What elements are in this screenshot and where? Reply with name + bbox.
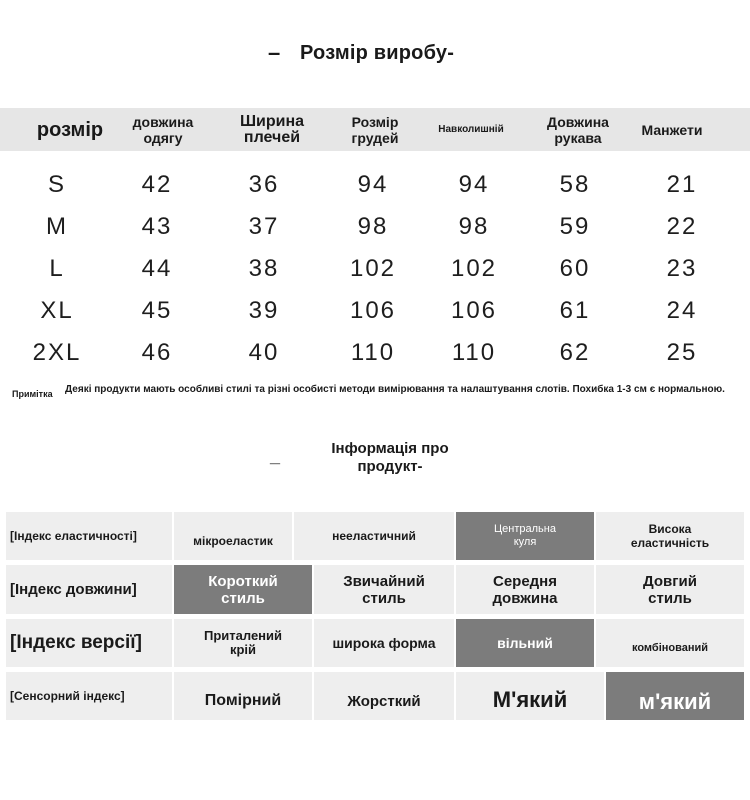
table-cell: 46: [141, 339, 173, 366]
table-cell: 37: [248, 213, 280, 240]
table-cell: 106: [450, 297, 498, 324]
header-shoulder: Ширина плечей: [239, 112, 305, 146]
table-row: [0, 332, 750, 374]
elasticity-index-row: [6, 512, 744, 560]
header-hem: Навколишній: [438, 123, 504, 135]
table-row: [0, 290, 750, 332]
table-row: [0, 248, 750, 290]
table-cell: 102: [450, 255, 498, 282]
table-cell: 106: [349, 297, 397, 324]
table-cell: 40: [248, 339, 280, 366]
header-sleeve: Довжина рукава: [547, 113, 609, 146]
row-label: [Індекс еластичності]: [6, 512, 172, 560]
row-label: [Індекс довжини]: [6, 565, 172, 614]
option-cell: Висока еластичність: [596, 512, 744, 560]
table-cell: 98: [458, 213, 490, 240]
length-index-row: [6, 565, 744, 614]
row-label: [Індекс версії]: [6, 619, 172, 667]
table-cell: 45: [141, 297, 173, 324]
option-cell-selected: Короткий стиль: [174, 565, 312, 614]
option-cell: Звичайний стиль: [314, 565, 454, 614]
table-cell: 98: [357, 213, 389, 240]
table-cell: 60: [559, 255, 591, 282]
option-cell: нееластичний: [294, 512, 454, 560]
table-cell: 43: [141, 213, 173, 240]
option-cell-selected: вільний: [456, 619, 594, 667]
option-cell: Помірний: [174, 672, 312, 720]
table-cell: 38: [248, 255, 280, 282]
table-cell: 42: [141, 171, 173, 198]
option-cell-selected: м'який: [606, 672, 744, 720]
table-cell: 24: [666, 297, 698, 324]
table-cell: M: [46, 213, 68, 240]
option-cell: Довгий стиль: [596, 565, 744, 614]
note-label: Примітка: [12, 389, 53, 399]
title-dash: _: [270, 446, 281, 466]
table-cell: 94: [458, 171, 490, 198]
header-length: довжина одягу: [132, 113, 194, 146]
tactile-index-row: [6, 672, 744, 720]
table-cell: 62: [559, 339, 591, 366]
table-cell: 58: [559, 171, 591, 198]
table-cell: 59: [559, 213, 591, 240]
title-dash: –: [268, 40, 281, 65]
table-cell: 23: [666, 255, 698, 282]
table-cell: 22: [666, 213, 698, 240]
table-cell: 102: [349, 255, 397, 282]
note-text: Деякі продукти мають особливі стилі та різні особисті методи вимірювання та налаштування слотів. Похибка 1-3 см є нормальною.: [65, 384, 725, 395]
table-cell: 2XL: [32, 339, 82, 366]
table-cell: 110: [350, 339, 396, 366]
table-cell: 25: [666, 339, 698, 366]
option-cell: М'який: [456, 672, 604, 720]
table-cell: 21: [666, 171, 698, 198]
version-index-row: [6, 619, 744, 667]
option-cell: широка форма: [314, 619, 454, 667]
option-cell: комбінований: [596, 619, 744, 667]
table-cell: L: [49, 255, 65, 282]
option-cell: Жорсткий: [314, 672, 454, 720]
option-cell: мікроеластик: [174, 512, 292, 560]
option-cell: Приталений крій: [174, 619, 312, 667]
size-section-title: Розмір виробу-: [300, 42, 455, 64]
option-cell: Середня довжина: [456, 565, 594, 614]
header-cuff: Манжети: [641, 121, 703, 138]
header-size: розмір: [36, 118, 104, 141]
option-cell-selected: Центральна куля: [456, 512, 594, 560]
table-cell: XL: [40, 297, 74, 324]
table-cell: 39: [248, 297, 280, 324]
size-table-header: [0, 108, 750, 151]
table-cell: 36: [248, 171, 280, 198]
table-row: [0, 206, 750, 248]
table-cell: 110: [451, 339, 497, 366]
info-section-title: Інформація про продукт-: [331, 440, 449, 475]
header-chest: Розмір грудей: [351, 113, 399, 146]
table-cell: 61: [559, 297, 591, 324]
table-row: [0, 164, 750, 206]
table-cell: 44: [141, 255, 173, 282]
table-cell: 94: [357, 171, 389, 198]
row-label: [Сенсорний індекс]: [6, 672, 172, 720]
table-cell: S: [47, 171, 66, 198]
